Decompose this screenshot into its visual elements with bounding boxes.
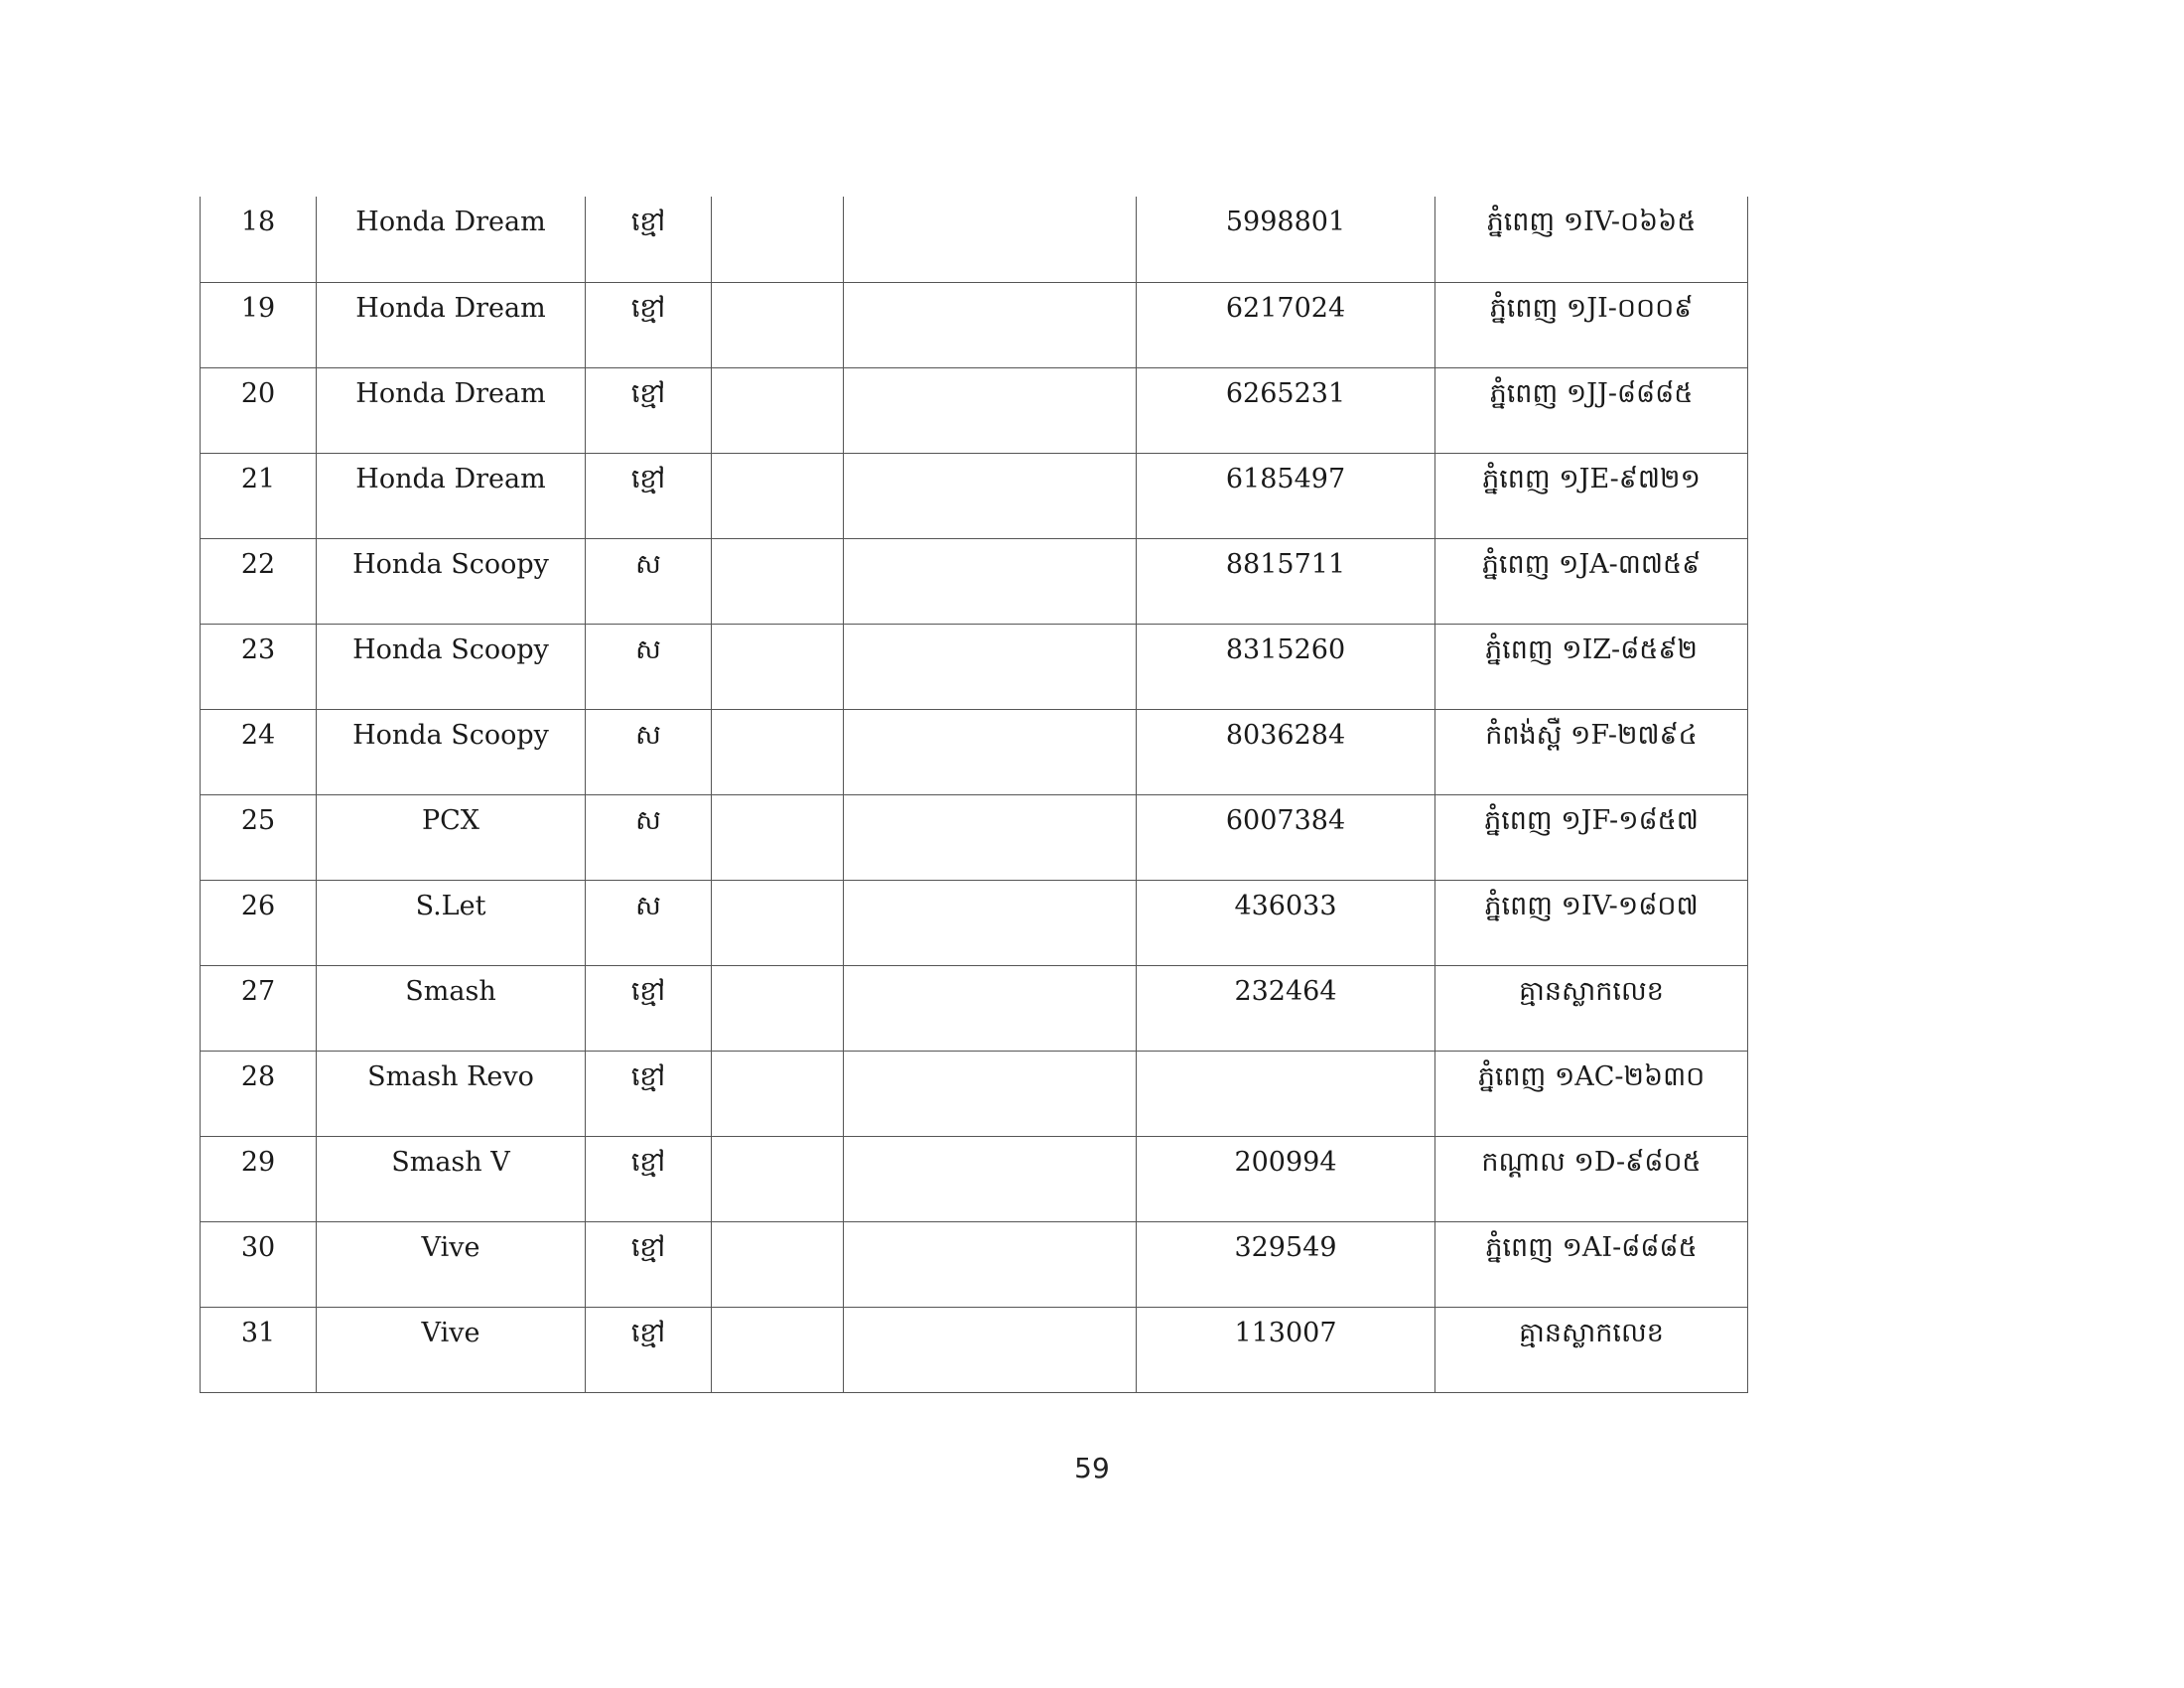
plate-number-cell: ភ្នំពេញ ១JE-៩៧២១ (1435, 453, 1748, 538)
color-cell: ខ្មៅ (586, 1221, 712, 1307)
frame-number-cell: 113007 (1137, 1307, 1435, 1392)
vehicle-table-body (201, 197, 1748, 1392)
plate-number-cell: ភ្នំពេញ ១IV-១៨០៧ (1435, 880, 1748, 965)
color-cell: ស (586, 709, 712, 794)
color-cell: ស (586, 794, 712, 880)
table-row (201, 1136, 1748, 1221)
frame-number-cell: 329549 (1137, 1221, 1435, 1307)
frame-number-cell: 232464 (1137, 965, 1435, 1051)
empty-cell (712, 624, 844, 709)
frame-number-cell: 6185497 (1137, 453, 1435, 538)
model-cell: Honda Scoopy (317, 538, 586, 624)
table-row (201, 282, 1748, 367)
empty-cell (712, 1136, 844, 1221)
frame-number-cell: 8036284 (1137, 709, 1435, 794)
row-number-cell: 23 (201, 624, 317, 709)
color-cell: ខ្មៅ (586, 965, 712, 1051)
empty-cell (844, 880, 1137, 965)
plate-number-cell: ភ្នំពេញ ១JJ-៨៨៨៥ (1435, 367, 1748, 453)
color-cell: ខ្មៅ (586, 282, 712, 367)
row-number-cell: 19 (201, 282, 317, 367)
table-row (201, 1051, 1748, 1136)
model-cell: Vive (317, 1221, 586, 1307)
row-number-cell: 21 (201, 453, 317, 538)
model-cell: Smash Revo (317, 1051, 586, 1136)
empty-cell (712, 282, 844, 367)
empty-cell (712, 880, 844, 965)
frame-number-cell: 200994 (1137, 1136, 1435, 1221)
plate-number-cell: ភ្នំពេញ ១IZ-៨៥៩២ (1435, 624, 1748, 709)
row-number-cell: 30 (201, 1221, 317, 1307)
color-cell: ស (586, 880, 712, 965)
color-cell: ខ្មៅ (586, 1136, 712, 1221)
model-cell: Smash V (317, 1136, 586, 1221)
color-cell: ខ្មៅ (586, 197, 712, 282)
color-cell: ស (586, 538, 712, 624)
plate-number-cell: គ្មានស្លាកលេខ (1435, 965, 1748, 1051)
row-number-cell: 25 (201, 794, 317, 880)
empty-cell (712, 197, 844, 282)
model-cell: Honda Dream (317, 282, 586, 367)
empty-cell (844, 538, 1137, 624)
frame-number-cell: 436033 (1137, 880, 1435, 965)
empty-cell (844, 282, 1137, 367)
frame-number-cell: 8315260 (1137, 624, 1435, 709)
plate-number-cell: កណ្ដាល ១D-៩៨០៥ (1435, 1136, 1748, 1221)
frame-number-cell: 5998801 (1137, 197, 1435, 282)
empty-cell (712, 709, 844, 794)
model-cell: S.Let (317, 880, 586, 965)
table-row (201, 1307, 1748, 1392)
empty-cell (844, 1051, 1137, 1136)
empty-cell (844, 794, 1137, 880)
plate-number-cell: ភ្នំពេញ ១JA-៣៧៥៩ (1435, 538, 1748, 624)
empty-cell (844, 1221, 1137, 1307)
empty-cell (712, 1051, 844, 1136)
plate-number-cell: ភ្នំពេញ ១JI-០០០៩ (1435, 282, 1748, 367)
empty-cell (844, 965, 1137, 1051)
empty-cell (844, 453, 1137, 538)
row-number-cell: 28 (201, 1051, 317, 1136)
frame-number-cell (1137, 1051, 1435, 1136)
frame-number-cell: 8815711 (1137, 538, 1435, 624)
table-row (201, 794, 1748, 880)
empty-cell (712, 453, 844, 538)
empty-cell (712, 367, 844, 453)
model-cell: Honda Dream (317, 453, 586, 538)
color-cell: ខ្មៅ (586, 367, 712, 453)
empty-cell (844, 197, 1137, 282)
model-cell: Honda Dream (317, 197, 586, 282)
table-row (201, 1221, 1748, 1307)
table-row (201, 197, 1748, 282)
model-cell: PCX (317, 794, 586, 880)
plate-number-cell: កំពង់ស្ពឺ ១F-២៧៩៤ (1435, 709, 1748, 794)
color-cell: ខ្មៅ (586, 1051, 712, 1136)
empty-cell (844, 1307, 1137, 1392)
empty-cell (712, 965, 844, 1051)
table-row (201, 624, 1748, 709)
row-number-cell: 31 (201, 1307, 317, 1392)
table-row (201, 453, 1748, 538)
row-number-cell: 24 (201, 709, 317, 794)
empty-cell (844, 624, 1137, 709)
color-cell: ស (586, 624, 712, 709)
empty-cell (712, 538, 844, 624)
table-row (201, 965, 1748, 1051)
plate-number-cell: ភ្នំពេញ ១IV-០៦៦៥ (1435, 197, 1748, 282)
empty-cell (844, 709, 1137, 794)
empty-cell (712, 1221, 844, 1307)
page-number: 59 (1074, 1452, 1110, 1484)
empty-cell (844, 1136, 1137, 1221)
empty-cell (712, 794, 844, 880)
vehicle-table (200, 197, 1748, 1393)
table-row (201, 880, 1748, 965)
plate-number-cell: ភ្នំពេញ ១JF-១៨៥៧ (1435, 794, 1748, 880)
model-cell: Honda Scoopy (317, 624, 586, 709)
plate-number-cell: ភ្នំពេញ ១AC-២៦៣០ (1435, 1051, 1748, 1136)
frame-number-cell: 6217024 (1137, 282, 1435, 367)
empty-cell (844, 367, 1137, 453)
frame-number-cell: 6265231 (1137, 367, 1435, 453)
table-row (201, 709, 1748, 794)
row-number-cell: 27 (201, 965, 317, 1051)
plate-number-cell: ភ្នំពេញ ១AI-៨៨៨៥ (1435, 1221, 1748, 1307)
table-row (201, 538, 1748, 624)
empty-cell (712, 1307, 844, 1392)
plate-number-cell: គ្មានស្លាកលេខ (1435, 1307, 1748, 1392)
table-row (201, 367, 1748, 453)
color-cell: ខ្មៅ (586, 453, 712, 538)
row-number-cell: 20 (201, 367, 317, 453)
model-cell: Vive (317, 1307, 586, 1392)
frame-number-cell: 6007384 (1137, 794, 1435, 880)
row-number-cell: 22 (201, 538, 317, 624)
color-cell: ខ្មៅ (586, 1307, 712, 1392)
model-cell: Smash (317, 965, 586, 1051)
model-cell: Honda Scoopy (317, 709, 586, 794)
row-number-cell: 29 (201, 1136, 317, 1221)
model-cell: Honda Dream (317, 367, 586, 453)
row-number-cell: 18 (201, 197, 317, 282)
row-number-cell: 26 (201, 880, 317, 965)
